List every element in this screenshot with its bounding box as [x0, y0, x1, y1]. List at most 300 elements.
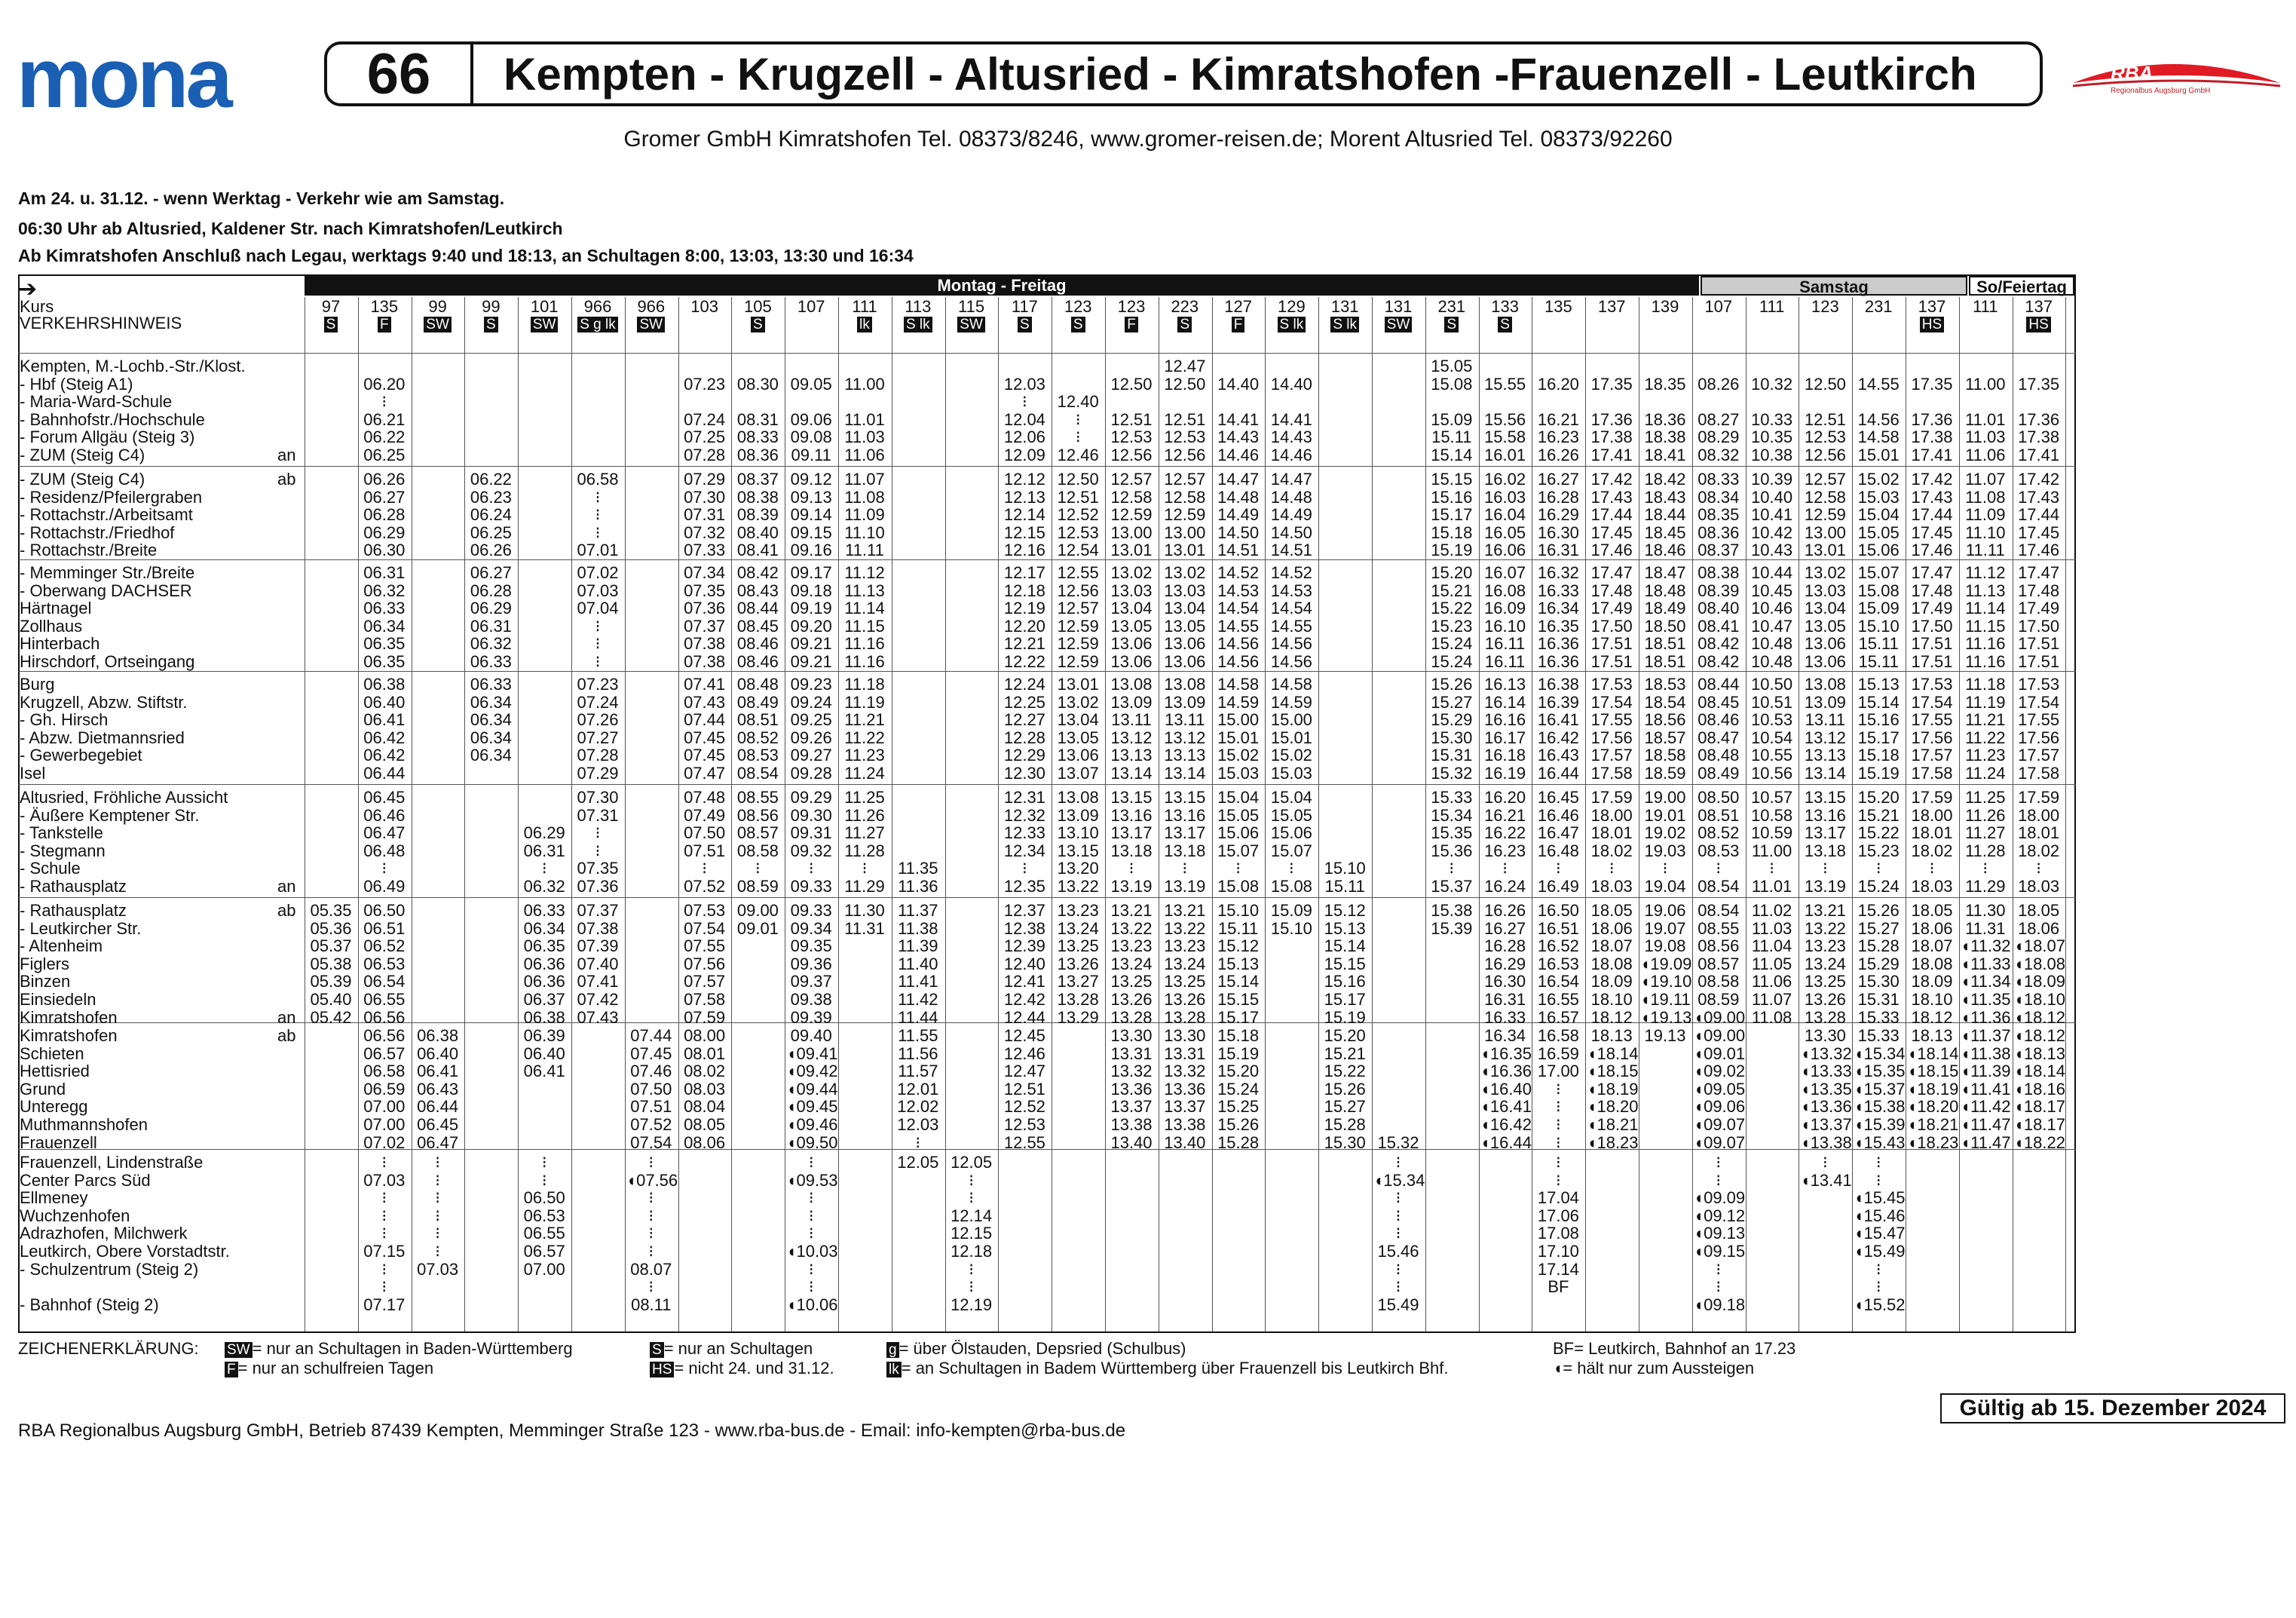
course-header	[306, 299, 356, 332]
departure-times: 09.05 09.06 09.08 09.11	[790, 374, 832, 464]
course-number: 111	[1759, 297, 1785, 316]
departure-times: 12.24 12.25 12.27 12.28 12.29 12.30	[1003, 675, 1045, 783]
departure-times: 11.07 11.08 11.09 11.10 11.11	[844, 470, 885, 560]
course-header	[573, 299, 623, 332]
group-weekday: Montag - Freitag	[305, 276, 1699, 296]
departure-times: 06.45 06.46 06.47 06.48 ⁝ 06.49	[363, 788, 406, 896]
departure-times: 13.01 13.02 13.04 13.05 13.06 13.07	[1057, 675, 1099, 783]
departure-times: 08.30 08.31 08.33 08.36	[736, 374, 779, 464]
departure-times: 15.05 15.08 15.09 15.11 15.14	[1431, 357, 1473, 464]
departure-times: 12.05 ⁝ ⁝ 12.14 12.15 12.18 ⁝ ⁝ 12.19	[951, 1153, 993, 1314]
column-divider	[678, 297, 679, 1331]
line-number: 66	[327, 44, 473, 103]
departure-times: 11.02 11.03 11.04 11.05 11.06 11.07 11.08	[1751, 901, 1792, 1027]
departure-times: 15.15 15.16 15.17 15.18 15.19	[1431, 470, 1473, 560]
course-number: 135	[370, 297, 399, 316]
departure-times: 15.26 15.27 15.29 15.30 15.31 15.32	[1431, 675, 1473, 783]
arrival-departure-marks: an	[277, 876, 296, 896]
departure-times: 12.55 12.56 12.57 12.59 12.59 12.59	[1057, 563, 1099, 671]
departure-times: 06.33 06.34 06.35 06.36 06.36 06.37 06.38	[523, 901, 565, 1027]
course-header	[466, 299, 516, 332]
course-number: 97	[321, 297, 341, 316]
course-number: 103	[690, 297, 718, 316]
departure-times: 14.47 14.48 14.49 14.50 14.51	[1270, 470, 1312, 560]
departure-times: 17.47 17.48 17.49 17.50 17.51 17.51	[1911, 563, 1953, 671]
departure-times: 06.29 06.31 ⁝ 06.32	[523, 823, 565, 896]
departure-times: 13.21 13.22 13.23 13.24 13.25 13.26 13.28	[1164, 901, 1206, 1027]
footer-contact: RBA Regionalbus Augsburg GmbH, Betrieb 87439 Kempten, Memminger Straße 123 - www.rba-bus.de - Email: info-kempten@rba-bus.de	[18, 1420, 1126, 1441]
legend-text: = nur an schulfreien Tagen	[237, 1359, 434, 1377]
departure-times: 17.35 17.36 17.38 17.41	[1590, 374, 1633, 464]
course-header	[2014, 299, 2064, 332]
departure-times: 14.55 14.56 14.58 15.01	[1857, 374, 1900, 464]
departure-times: 14.47 14.48 14.49 14.50 14.51	[1217, 470, 1260, 560]
departure-times: 17.42 17.43 17.44 17.45 17.46	[1590, 470, 1633, 560]
departure-times: 14.52 14.53 14.54 14.55 14.56 14.56	[1217, 563, 1260, 671]
course-header	[1427, 299, 1477, 332]
departure-times: 08.55 08.56 08.57 08.58 ⁝ 08.59	[736, 788, 779, 896]
course-header	[1107, 299, 1156, 332]
departure-times: 13.30 13.31 13.32 13.36 13.37 13.38 13.40	[1164, 1026, 1206, 1152]
departure-times: 15.18 15.19 15.20 15.24 15.25 15.26 15.28	[1217, 1026, 1260, 1152]
departure-times: 13.23 13.24 13.25 13.26 13.27 13.28 13.29	[1057, 901, 1099, 1027]
course-header	[1800, 299, 1850, 315]
departure-times: 11.18 11.19 11.21 11.22 11.23 11.24	[844, 675, 885, 783]
legend-item-f	[225, 1359, 433, 1378]
departure-times: 16.50 16.51 16.52 16.53 16.54 16.55 16.57	[1537, 901, 1579, 1027]
service-hint-badge: S	[1018, 317, 1032, 332]
column-divider	[464, 297, 465, 1331]
column-divider	[1265, 297, 1266, 1331]
course-header	[1854, 299, 1903, 315]
mona-logo: mona	[17, 31, 230, 125]
kurs-label: Kurs	[20, 297, 54, 316]
stop-names: Kempten, M.-Lochb.-Str./Klost. - Hbf (Steig A1) - Maria-Ward-Schule - Bahnhofstr./Hochschule - Forum Allgäu (Steig 3) - ZUM (Steig C4)	[20, 357, 246, 464]
departure-times: 18.13 ◖18.14 ◖18.15 ◖18.19 ◖18.20 ◖18.21 ◖18.23	[1907, 1026, 1959, 1152]
column-divider	[1372, 297, 1373, 1331]
course-header	[1961, 299, 2010, 315]
column-divider	[1479, 297, 1480, 1331]
departure-times: 13.30 ◖13.32 ◖13.33 ◖13.35 ◖13.36 ◖13.37 ◖13.38	[1800, 1026, 1852, 1152]
departure-times: 13.08 13.09 13.10 13.15 13.20 13.22	[1057, 788, 1099, 896]
departure-times: 17.53 17.54 17.55 17.56 17.57 17.58	[1590, 675, 1633, 783]
departure-times: 15.55 15.56 15.58 16.01	[1484, 374, 1526, 464]
group-sunday: So/Feiertag	[1969, 276, 2074, 296]
departure-times: 09.40 ◖09.41 ◖09.42 ◖09.44 ◖09.45 ◖09.46 ◖09.50	[786, 1026, 838, 1152]
course-header	[1907, 299, 1957, 332]
course-number: 231	[1437, 297, 1466, 316]
departure-times: 17.59 18.00 18.01 18.02 ⁝ 18.03	[2018, 788, 2060, 896]
departure-times: 16.26 16.27 16.28 16.29 16.30 16.31 16.33	[1484, 901, 1526, 1027]
course-header	[1053, 299, 1103, 332]
block-divider	[18, 897, 2076, 898]
departure-times: 08.50 08.51 08.52 08.53 ⁝ 08.54	[1698, 788, 1740, 896]
departure-times: 12.50 12.51 12.53 12.56	[1804, 374, 1846, 464]
block-divider	[18, 784, 2076, 785]
legend-code: S	[650, 1342, 664, 1358]
departure-times: 17.42 17.43 17.44 17.45 17.46	[1911, 470, 1953, 560]
course-header	[947, 299, 996, 332]
departure-times: 10.44 10.45 10.46 10.47 10.48 10.48	[1751, 563, 1793, 671]
note-holidays: Am 24. u. 31.12. - wenn Werktag - Verkehr wie am Samstag.	[18, 188, 505, 208]
course-number: 111	[852, 297, 877, 316]
departure-times: 16.02 16.03 16.04 16.05 16.06	[1484, 470, 1526, 560]
departure-times: 18.13 ◖18.14 ◖18.15 ◖18.19 ◖18.20 ◖18.21 ◖18.23	[1587, 1026, 1639, 1152]
course-number: 107	[797, 297, 825, 316]
departure-times: 12.45 12.46 12.47 12.51 12.52 12.53 12.55	[1003, 1026, 1045, 1152]
course-number: 139	[1651, 297, 1679, 316]
departure-times: 13.02 13.03 13.04 13.05 13.06 13.06	[1804, 563, 1846, 671]
course-header	[680, 299, 730, 315]
course-header	[1533, 299, 1583, 315]
block-divider	[18, 353, 2076, 354]
departure-times: 18.47 18.48 18.49 18.50 18.51 18.51	[1644, 563, 1686, 671]
departure-times: 08.00 08.01 08.02 08.03 08.04 08.05 08.06	[684, 1026, 726, 1152]
departure-times: 09.17 09.18 09.19 09.20 09.21 09.21	[790, 563, 832, 671]
departure-times: 15.10 15.11	[1324, 859, 1366, 896]
validity-badge: Gültig ab 15. Dezember 2024	[1940, 1393, 2285, 1423]
service-hint-badge: S g lk	[577, 317, 618, 332]
column-divider	[998, 297, 999, 1331]
arrival-departure-marks: ab an	[277, 901, 296, 1027]
departure-times: 18.05 18.06 ◖18.07 ◖18.08 ◖18.09 ◖18.10 ◖18.12	[2013, 901, 2065, 1027]
departure-times: 07.30 07.31 ⁝ ⁝ 07.35 07.36	[577, 788, 619, 896]
course-number: 123	[1117, 297, 1146, 316]
departure-times: ◖18.12 ◖18.13 ◖18.14 ◖18.16 ◖18.17 ◖18.17 ◖18.22	[2013, 1026, 2065, 1152]
note-altusried: 06:30 Uhr ab Altusried, Kaldener Str. nach Kimratshofen/Leutkirch	[18, 219, 563, 238]
service-hint-badge: S	[1071, 317, 1085, 332]
departure-times: 17.47 17.48 17.49 17.50 17.51 17.51	[2018, 563, 2060, 671]
departure-times: 09.29 09.30 09.31 09.32 ⁝ 09.33	[790, 788, 832, 896]
departure-times: 06.38 06.40 06.41 06.42 06.42 06.44	[363, 675, 406, 783]
departure-times: 11.07 11.08 11.09 11.10 11.11	[1965, 470, 2006, 560]
course-header	[360, 299, 409, 332]
route-title-box	[324, 41, 2043, 106]
departure-times: ◖11.37 ◖11.38 ◖11.39 ◖11.41 ◖11.42 ◖11.47 ◖11.47	[1960, 1026, 2011, 1152]
course-header	[413, 299, 463, 332]
departure-times: 06.27 06.28 06.29 06.31 06.32 06.33	[470, 563, 512, 671]
departure-times: 07.34 07.35 07.36 07.37 07.38 07.38	[684, 563, 726, 671]
stop-names: - Memminger Str./Breite - Oberwang DACHSER Härtnagel Zollhaus Hinterbach Hirschdorf, Ortseingang	[20, 563, 195, 671]
column-divider	[358, 297, 359, 1331]
column-divider	[1425, 297, 1426, 1331]
course-header	[786, 299, 836, 315]
course-number: 117	[1011, 297, 1038, 316]
course-header	[1214, 299, 1263, 332]
group-saturday: Samstag	[1701, 276, 1967, 296]
departure-times: 17.53 17.54 17.55 17.56 17.57 17.58	[1911, 675, 1953, 783]
legend-item-bf	[1553, 1339, 1795, 1359]
departure-times: 15.13 15.14 15.16 15.17 15.18 15.19	[1857, 675, 1900, 783]
course-number: 135	[1544, 297, 1572, 316]
departure-times: 18.05 18.06 18.07 18.08 18.09 18.10 18.12	[1590, 901, 1633, 1027]
departure-times: 15.20 15.21 15.22 15.23 15.24 15.24	[1431, 563, 1473, 671]
service-hint-badge: S lk	[904, 317, 932, 332]
departure-times: 16.34 ◖16.35 ◖16.36 ◖16.40 ◖16.41 ◖16.42 ◖16.44	[1480, 1026, 1532, 1152]
departure-times: 12.57 12.58 12.59 13.00 13.01	[1164, 470, 1206, 560]
legend-code: HS	[650, 1362, 674, 1377]
departure-times: 08.33 08.34 08.35 08.36 08.37	[1698, 470, 1740, 560]
course-number: 123	[1064, 297, 1092, 316]
course-number: 137	[1918, 297, 1946, 316]
course-number: 123	[1811, 297, 1839, 316]
legend-item-lk	[886, 1359, 1449, 1378]
departure-times: 07.23 07.24 07.26 07.27 07.28 07.29	[577, 675, 619, 783]
departure-times: 07.41 07.43 07.44 07.45 07.45 07.47	[684, 675, 726, 783]
departure-times: 06.26 06.27 06.28 06.29 06.30	[363, 470, 406, 560]
course-header	[1587, 299, 1636, 315]
departure-times: 11.25 11.26 11.27 11.28 ⁝ 11.29	[1965, 788, 2006, 896]
course-number: 137	[2025, 297, 2053, 316]
course-number: 966	[583, 297, 612, 316]
direction-arrow-icon: ➔	[18, 277, 38, 302]
operator-contacts: Gromer GmbH Kimratshofen Tel. 08373/8246, www.gromer-reisen.de; Morent Altusried Tel. 08373/92260	[623, 127, 1673, 152]
column-divider	[571, 297, 572, 1331]
stop-names: Burg Krugzell, Abzw. Stiftstr. - Gh. Hirsch - Abzw. Dietmannsried - Gewerbegebiet Isel	[20, 675, 188, 783]
column-divider	[1585, 297, 1586, 1331]
departure-times: 13.02 13.03 13.04 13.05 13.06 13.06	[1164, 563, 1206, 671]
departure-times: 17.59 18.00 18.01 18.02 ⁝ 18.03	[1590, 788, 1633, 896]
course-number: 115	[958, 297, 985, 316]
column-divider	[1105, 297, 1106, 1331]
route-name: Kempten - Krugzell - Altusried - Kimratshofen -Frauenzell - Leutkirch	[504, 48, 1977, 100]
departure-times: 12.50 12.51 12.52 12.53 12.54	[1057, 470, 1099, 560]
departure-times: 07.53 07.54 07.55 07.56 07.57 07.58 07.59	[684, 901, 726, 1027]
course-number: 127	[1224, 297, 1252, 316]
departure-times: 17.35 17.36 17.38 17.41	[2018, 374, 2060, 464]
departure-times: 08.37 08.38 08.39 08.40 08.41	[736, 470, 779, 560]
departure-times: ⁝ ⁝ 17.04 17.06 17.08 17.10 17.14 BF	[1537, 1153, 1579, 1297]
departure-times: 09.23 09.24 09.25 09.26 09.27 09.28	[790, 675, 832, 783]
departure-times: 14.58 14.59 15.00 15.01 15.02 15.03	[1217, 675, 1260, 783]
departure-times: ⁝ ⁝ ⁝ ⁝ ⁝ ⁝ 07.03	[417, 1153, 459, 1279]
legend-code: F	[225, 1362, 238, 1377]
departure-times: 14.52 14.53 14.54 14.55 14.56 14.56	[1270, 563, 1312, 671]
departure-times: 15.04 15.05 15.06 15.07 ⁝ 15.08	[1270, 788, 1312, 896]
legend-item-sw	[225, 1339, 573, 1359]
departure-times: 16.13 16.14 16.16 16.17 16.18 16.19	[1484, 675, 1526, 783]
departure-times: 17.53 17.54 17.55 17.56 17.57 17.58	[2018, 675, 2060, 783]
legend-text: = an Schultagen in Badem Württemberg über Frauenzell bis Leutkirch Bhf.	[901, 1359, 1449, 1377]
service-hint-badge: S	[1177, 317, 1192, 332]
departure-times: 11.30 11.31	[844, 901, 885, 938]
departure-times: 13.21 13.22 13.23 13.24 13.25 13.26 13.28	[1804, 901, 1846, 1027]
legend-text: = nur an Schultagen	[663, 1339, 813, 1358]
legend-code: lk	[886, 1362, 902, 1377]
course-number: 131	[1384, 297, 1413, 316]
departure-times: 11.55 11.56 11.57 12.01 12.02 12.03 ⁝	[897, 1026, 939, 1152]
service-hint-badge: S lk	[1278, 317, 1306, 332]
departure-times: 11.25 11.26 11.27 11.28 ⁝ 11.29	[844, 788, 885, 896]
departure-times: 16.07 16.08 16.09 16.10 16.11 16.11	[1484, 563, 1526, 671]
departure-times: 07.44 07.45 07.46 07.50 07.51 07.52 07.54	[630, 1026, 672, 1152]
kurs-header	[20, 299, 182, 332]
column-divider	[1318, 297, 1319, 1331]
departure-times: 13.08 13.09 13.11 13.12 13.13 13.14	[1804, 675, 1846, 783]
departure-times: 06.33 06.34 06.34 06.34 06.34	[470, 675, 512, 765]
departure-times: 16.20 16.21 16.23 16.26	[1537, 374, 1579, 464]
column-divider	[838, 297, 839, 1331]
departure-times: 09.12 09.13 09.14 09.15 09.16	[790, 470, 832, 560]
departure-times: 15.20 15.21 15.22 15.26 15.27 15.28 15.30	[1324, 1026, 1366, 1152]
course-header	[733, 299, 782, 332]
departure-times: 08.42 08.43 08.44 08.45 08.46 08.46	[736, 563, 779, 671]
service-hint-badge: S lk	[1330, 317, 1359, 332]
departure-times: 14.40 14.41 14.43 14.46	[1217, 374, 1260, 464]
departure-times: 13.08 13.09 13.11 13.12 13.13 13.14	[1110, 675, 1153, 783]
course-number: 223	[1171, 297, 1199, 316]
block-divider	[18, 466, 2076, 467]
departure-times: 07.37 07.38 07.39 07.40 07.41 07.42 07.43	[577, 901, 619, 1027]
departure-times: 12.57 12.58 12.59 13.00 13.01	[1804, 470, 1846, 560]
course-header	[1694, 299, 1743, 315]
legend-item-hs	[650, 1359, 834, 1378]
departure-times: 08.44 08.45 08.46 08.47 08.48 08.49	[1698, 675, 1740, 783]
departure-times: 19.06 19.07 19.08 ◖19.09 ◖19.10 ◖19.11 ◖19.13	[1640, 901, 1692, 1027]
departure-times: 17.42 17.43 17.44 17.45 17.46	[2018, 470, 2060, 560]
departure-times: 08.54 08.55 08.56 08.57 08.58 08.59 ◖09.00	[1693, 901, 1746, 1027]
course-number: 129	[1278, 297, 1306, 316]
departure-times: 17.47 17.48 17.49 17.50 17.51 17.51	[1590, 563, 1633, 671]
departure-times: 12.40 ⁝ ⁝ 12.46	[1057, 392, 1099, 464]
departure-times: 11.18 11.19 11.21 11.22 11.23 11.24	[1965, 675, 2006, 783]
departure-times: 18.42 18.43 18.44 18.45 18.46	[1644, 470, 1686, 560]
departure-times: 15.33 15.34 15.35 15.36 ⁝ 15.37	[1431, 788, 1473, 896]
column-divider	[1852, 297, 1853, 1331]
service-hint-badge: HS	[2026, 317, 2050, 332]
departure-times: 06.22 06.23 06.24 06.25 06.26	[470, 470, 512, 560]
course-header	[1640, 299, 1690, 315]
departure-times: 16.20 16.21 16.22 16.23 ⁝ 16.24	[1484, 788, 1526, 896]
hint-label: VERKEHRSHINWEIS	[20, 314, 182, 332]
departure-times: 06.50 06.51 06.52 06.53 06.54 06.55 06.56	[363, 901, 406, 1027]
rba-logo-subtitle: Regionalbus Augsburg GmbH	[2111, 87, 2211, 95]
service-hint-badge: F	[1125, 317, 1138, 332]
departure-times: 07.48 07.49 07.50 07.51 ⁝ 07.52	[684, 788, 726, 896]
departure-times: 16.58 16.59 17.00 ⁝ ⁝ ⁝ ⁝	[1537, 1026, 1579, 1152]
departure-times: 05.35 05.36 05.37 05.38 05.39 05.40 05.42	[310, 901, 352, 1027]
legend-title: ZEICHENERKLÄRUNG:	[18, 1339, 199, 1358]
note-legau: Ab Kimratshofen Anschluß nach Legau, werktags 9:40 und 18:13, an Schultagen 8:00, 13:03, 13:30 und 16:34	[18, 246, 914, 265]
column-divider	[731, 297, 732, 1331]
departure-times: 12.37 12.38 12.39 12.40 12.41 12.42 12.44	[1003, 901, 1045, 1027]
departure-times: 11.12 11.13 11.14 11.15 11.16 11.16	[844, 563, 885, 671]
rba-logo-text: RBA	[2111, 62, 2154, 84]
column-divider	[1692, 297, 1693, 1331]
legend-text: = hält nur zum Aussteigen	[1563, 1359, 1755, 1377]
departure-times: 09.00 09.01	[736, 901, 779, 938]
departure-times: 18.35 18.36 18.38 18.41	[1644, 374, 1686, 464]
departure-times: 12.57 12.58 12.59 13.00 13.01	[1110, 470, 1153, 560]
departure-times: 07.02 07.03 07.04 ⁝ ⁝ ⁝	[577, 563, 619, 671]
course-header	[519, 299, 569, 332]
column-divider	[518, 297, 519, 1331]
departure-times: ⁝ ◖15.34 ⁝ ⁝ ⁝ 15.46 ⁝ ⁝ 15.49	[1373, 1153, 1425, 1314]
course-header	[626, 299, 676, 332]
course-header	[1747, 299, 1797, 315]
stop-names: Kimratshofen Schieten Hettisried Grund Unteregg Muthmannshofen Frauenzell	[20, 1026, 148, 1152]
column-divider	[2065, 297, 2066, 1331]
departure-times: 09.33 09.34 09.35 09.36 09.37 09.38 09.39	[790, 901, 832, 1027]
arrival-departure-marks: an	[277, 445, 296, 464]
block-divider	[18, 559, 2076, 560]
course-header	[840, 299, 889, 332]
departure-times: 06.39 06.40 06.41	[523, 1026, 565, 1081]
departure-times: ⁝ ⁝ ◖09.09 ◖09.12 ◖09.13 ◖09.15 ⁝ ⁝ ◖09.18	[1693, 1153, 1746, 1314]
departure-times: 11.00 11.01 11.03 11.06	[1965, 374, 2006, 464]
course-header	[1000, 299, 1049, 332]
course-number: 111	[1973, 297, 1998, 316]
departure-times: 19.00 19.01 19.02 19.03 ⁝ 19.04	[1644, 788, 1686, 896]
departure-times: 11.12 11.13 11.14 11.15 11.16 11.16	[1965, 563, 2006, 671]
course-header	[1320, 299, 1370, 332]
service-hint-badge: SW	[957, 317, 985, 332]
departure-times: ⁝ ◖13.41	[1800, 1153, 1852, 1190]
course-number: 107	[1704, 297, 1733, 316]
service-hint-badge: F	[1232, 317, 1245, 332]
legend-code: g	[886, 1342, 899, 1358]
departure-times: 19.13	[1644, 1026, 1686, 1045]
departure-times: 10.50 10.51 10.53 10.54 10.55 10.56	[1751, 675, 1793, 783]
departure-times: 10.57 10.58 10.59 11.00 ⁝ 11.01	[1751, 788, 1793, 896]
departure-times: 11.30 11.31 ◖11.32 ◖11.33 ◖11.34 ◖11.35 ◖11.36	[1960, 901, 2011, 1027]
legend-item-alight	[1553, 1359, 1754, 1378]
departure-times: 17.35 17.36 17.38 17.41	[1911, 374, 1953, 464]
departure-times: 15.02 15.03 15.04 15.05 15.06	[1857, 470, 1900, 560]
stop-names: - Rathausplatz - Leutkircher Str. - Altenheim Figlers Binzen Einsiedeln Kimratshofen	[20, 901, 142, 1027]
legend-item-s	[650, 1339, 813, 1359]
course-number: 137	[1597, 297, 1626, 316]
departure-times: ⁝ ⁝ 06.50 06.53 06.55 06.57 07.00	[523, 1153, 565, 1279]
departure-times: 08.26 08.27 08.29 08.32	[1698, 374, 1740, 464]
departure-times: 14.58 14.59 15.00 15.01 15.02 15.03	[1270, 675, 1312, 783]
service-hint-badge: SW	[531, 317, 559, 332]
course-number: 99	[482, 297, 501, 316]
legend-code: BF	[1553, 1339, 1575, 1358]
departure-times: 15.38 15.39	[1431, 901, 1473, 938]
departure-times: ◖09.00 ◖09.01 ◖09.02 ◖09.05 ◖09.06 ◖09.07 ◖09.07	[1693, 1026, 1746, 1152]
departure-times: 15.07 15.08 15.09 15.10 15.11 15.11	[1857, 563, 1900, 671]
block-divider	[18, 671, 2076, 672]
departure-times: 12.03 ⁝ 12.04 12.06 12.09	[1003, 374, 1045, 464]
departure-times: 15.09 15.10	[1270, 901, 1312, 938]
departure-times: 16.32 16.33 16.34 16.35 16.36 16.36	[1537, 563, 1579, 671]
departure-times: 12.12 12.13 12.14 12.15 12.16	[1003, 470, 1045, 560]
departure-times: 13.30 13.31 13.32 13.36 13.37 13.38 13.40	[1110, 1026, 1153, 1152]
service-hint-badge: S	[324, 317, 338, 332]
departure-times: 13.15 13.16 13.17 13.18 ⁝ 13.19	[1110, 788, 1153, 896]
course-header	[1480, 299, 1530, 332]
service-hint-badge: S	[1498, 317, 1512, 332]
legend-code: ◖	[1553, 1359, 1563, 1377]
service-hint-badge: S	[751, 317, 765, 332]
departure-times: 16.27 16.28 16.29 16.30 16.31	[1537, 470, 1579, 560]
arrival-departure-marks: ab	[277, 470, 296, 489]
departure-times: 15.26 15.27 15.28 15.29 15.30 15.31 15.33	[1857, 901, 1900, 1027]
service-hint-badge: SW	[424, 317, 452, 332]
departure-times: 16.45 16.46 16.47 16.48 ⁝ 16.49	[1537, 788, 1579, 896]
departure-times: 15.33 ◖15.34 ◖15.35 ◖15.37 ◖15.38 ◖15.39 ◖15.43	[1854, 1026, 1906, 1152]
departure-times: 08.48 08.49 08.51 08.52 08.53 08.54	[736, 675, 779, 783]
course-number: 105	[744, 297, 772, 316]
service-hint-badge: SW	[637, 317, 665, 332]
departure-times: 12.31 12.32 12.33 12.34 ⁝ 12.35	[1003, 788, 1045, 896]
course-number: 113	[905, 297, 932, 316]
legend-text: = Leutkirch, Bahnhof an 17.23	[1574, 1339, 1796, 1358]
departure-times: 07.29 07.30 07.31 07.32 07.33	[684, 470, 726, 560]
departure-times: 13.15 13.16 13.17 13.18 ⁝ 13.19	[1164, 788, 1206, 896]
departure-times: 15.12 15.13 15.14 15.15 15.16 15.17 15.19	[1324, 901, 1366, 1027]
